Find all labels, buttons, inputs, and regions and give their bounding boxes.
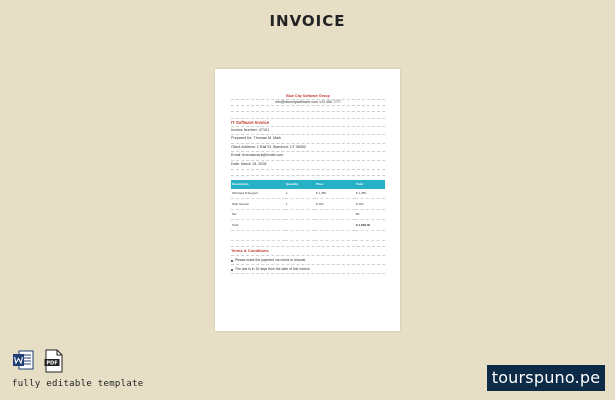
prepared-for: Prepared for: Thomas M. Mark (231, 135, 385, 144)
col-description: Description (231, 180, 285, 189)
invoice-date: Date: March 15, 2028 (231, 161, 385, 170)
company-name: Blue City Software Group (231, 93, 385, 100)
terms-item: The due is in 15 days from the date of this invoice. (231, 265, 385, 274)
bullet-icon (231, 260, 233, 262)
table-row: Tax $0 (231, 209, 385, 220)
section-title: IT Software Invoice (231, 119, 385, 127)
company-contact: info@bluecitysoftware.com 123 456 7777 (231, 100, 385, 106)
invoice-preview (215, 69, 400, 331)
col-quantity: Quantity (285, 180, 315, 189)
word-icon (12, 349, 34, 371)
table-row (231, 230, 385, 241)
table-row: Web Service 1 $ 152 $ 152 (231, 199, 385, 210)
editable-caption: fully editable template (12, 379, 144, 389)
brand-logo[interactable]: tourspuno.pe (487, 365, 605, 391)
page-title: INVOICE (269, 12, 346, 30)
invoice-document (231, 93, 385, 274)
line-items-table (231, 180, 385, 242)
terms-title: Terms & Conditions (231, 247, 385, 256)
table-row: Windows 8 Support 1 $ 1,456 $ 1,456 (231, 189, 385, 199)
col-price: Price (315, 180, 355, 189)
invoice-number: Invoice Number: 47101 (231, 127, 385, 136)
terms-item: Please make the payment via check or deposit. (231, 256, 385, 265)
col-total: Total (355, 180, 385, 189)
client-address: Client Address: 1 Rail St, Stamford, CT 06902 (231, 144, 385, 153)
format-icons (12, 349, 72, 375)
svg-text:PDF: PDF (46, 360, 58, 367)
pdf-icon (44, 349, 64, 373)
table-row-total: Total $ 1,608.00 (231, 220, 385, 231)
client-email: Email: thomasmark@email.com (231, 152, 385, 161)
bullet-icon (231, 269, 233, 271)
